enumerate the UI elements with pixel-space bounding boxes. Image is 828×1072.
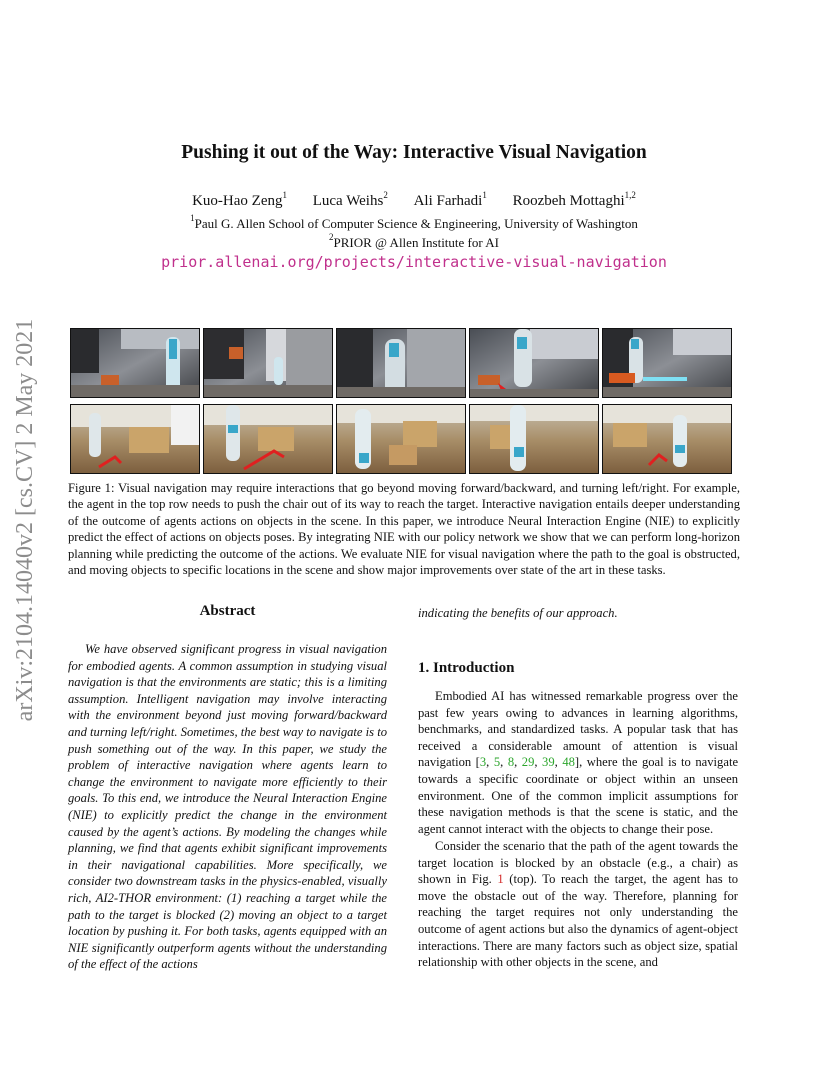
bottom-frame-3	[336, 404, 466, 474]
abstract-tail: indicating the benefits of our approach.	[418, 606, 618, 620]
abstract-text: We have observed significant progress in visual navigation for embodied agents. A common assumption in studying visual navigation is that the environments are static; this is a limiting assumption. Intelligent navigation may involve interacting with the environment beyond just moving forward/backward and turning left/right. Sometimes, the best way to navigate is to push something out of the way. In this paper, we study the problem of interactive navigation where agents learn to change the environment to navigate more efficiently to their goals. To this end, we introduce the Neural Interaction Engine (NIE) to explicitly predict the change in the environment caused by the agent’s actions. By modeling the changes while planning, we find that agents exhibit significant improvements in their navigational capabilities. More specifically, we consider two downstream tasks in the physics-enabled, visually rich, AI2-THOR environment: (1) reaching a target while the path to the target is blocked (2) moving an object to a target location by pushing it. For both tasks, agents equipped with an NIE significantly outperform agents without the understanding of the effect of the actions	[68, 642, 388, 972]
figure-ref-link[interactable]: 1	[497, 872, 504, 887]
citation-link[interactable]: 8	[507, 755, 515, 770]
author: Kuo-Hao Zeng$^1$	[192, 190, 287, 209]
affiliation: $^1$Paul G. Allen School of Computer Science & Engineering, University of Washington	[190, 213, 638, 231]
top-frame-2	[203, 328, 333, 398]
citation-link[interactable]: 3	[479, 755, 487, 770]
top-frame-4	[469, 328, 599, 398]
citation-link[interactable]: 48	[562, 755, 575, 770]
abstract-body	[68, 641, 387, 973]
intro-paragraph-2: Consider the scenario that the path of the agent towards the target location is blocked by an obstacle (e.g., a chair) as shown in Fig. 1 (top). To reach the target, the agent has to move the obstacle out of the way. Therefore, planning for reaching the target requires not only understanding the outcome of agent actions but also the dynamics of agent-object interactions. There are many factors such as object size, spatial relationship with other objects in the scene, and	[418, 839, 738, 970]
bottom-frame-5	[602, 404, 732, 474]
project-url-link[interactable]: prior.allenai.org/projects/interactive-visual-navigation	[161, 253, 667, 271]
top-frame-3	[336, 328, 466, 398]
citation-link[interactable]: 29	[521, 755, 535, 770]
citation-link[interactable]: 5	[493, 755, 501, 770]
author: Luca Weihs$^2$	[312, 190, 388, 209]
figure-1	[70, 328, 735, 477]
bottom-frame-1	[70, 404, 200, 474]
author: Roozbeh Mottaghi$^{1,2}$	[512, 190, 636, 209]
top-frame-5	[602, 328, 732, 398]
abstract-heading: Abstract	[199, 603, 256, 619]
right-column	[418, 605, 738, 622]
paper-title: Pushing it out of the Way: Interactive Visual Navigation	[181, 142, 647, 163]
citation-link[interactable]: 39	[542, 755, 555, 770]
author: Ali Farhadi$^1$	[413, 190, 487, 209]
bottom-frame-2	[203, 404, 333, 474]
top-frame-1	[70, 328, 200, 398]
figure-caption: Figure 1: Visual navigation may require interactions that go beyond moving forward/backward, and turning left/right. For example, the agent in the top row needs to push the chair out of its way to reach the target. Interactive navigation entails deeper understanding of the outcome of agents actions on objects in the scene. In this paper, we introduce Neural Interaction Engine (NIE) to explicitly predict the effect of actions on objects poses. By integrating NIE with our policy network we show that we can perform long-horizon planning while predicting the outcome of the actions. We evaluate NIE for visual navigation where the path to the goal is obstructed, and moving objects to specific locations in the scene and show major improvements over state of the art in these tasks.	[68, 481, 740, 578]
section-heading-introduction: 1. Introduction	[418, 660, 515, 676]
author-list	[0, 190, 828, 210]
intro-paragraph-1: Embodied AI has witnessed remarkable progress over the past few years owing to advances in learning algorithms, benchmarks, and standardized tasks. A popular task that has received a considerable amount of attention is visual navigation [3, 5, 8, 29, 39, 48], where the goal is to navigate towards a specific coordinate or object within an unseen environment. One of the common implicit assumptions for these navigation methods is that the scene is static, and the agent cannot interact with the objects to change their pose.	[418, 689, 739, 836]
bottom-frame-4	[469, 404, 599, 474]
affiliation: $^2$PRIOR @ Allen Institute for AI	[329, 232, 499, 250]
